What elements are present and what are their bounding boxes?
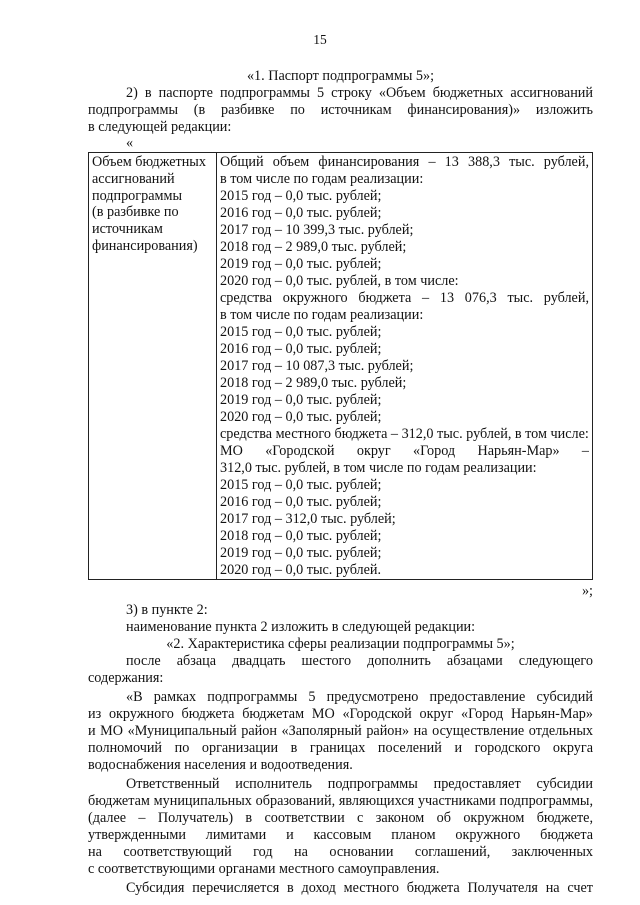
- heading-text: «1. Паспорт подпрограммы 5»;: [246, 68, 435, 84]
- financing-line: средства окружного бюджета – 13 076,3 тыс. рублей,: [220, 290, 589, 306]
- item-2-line: 2) в паспорте подпрограммы 5 строку «Объем бюджетных ассигнований: [126, 85, 593, 101]
- item-3-line: после абзаца двадцать шестого дополнить абзацами следующего: [126, 653, 593, 669]
- paragraph-line: на соответствующий год на основании соглашений, заключенных: [88, 844, 593, 860]
- financing-line: 2019 год – 0,0 тыс. рублей;: [220, 256, 382, 272]
- financing-line: 312,0 тыс. рублей, в том числе по годам реализации:: [220, 460, 537, 476]
- passport-heading-line: [88, 68, 593, 85]
- table-row: [89, 153, 593, 580]
- financing-line: 2015 год – 0,0 тыс. рублей;: [220, 477, 382, 493]
- financing-line: Общий объем финансирования – 13 388,3 тыс. рублей,: [220, 154, 589, 170]
- row-title-line: ассигнований: [92, 170, 175, 187]
- financing-line: МО «Городской округ «Город Нарьян-Мар» –: [220, 443, 589, 459]
- paragraph-line: полномочий по организации в границах поселений и городского округа: [88, 740, 593, 756]
- financing-cell: [217, 153, 593, 580]
- paragraph-line: с соответствующими органами местного самоуправления.: [88, 861, 440, 877]
- financing-line: 2020 год – 0,0 тыс. рублей, в том числе:: [220, 273, 459, 289]
- financing-line: 2017 год – 312,0 тыс. рублей;: [220, 511, 396, 527]
- row-title-line: (в разбивке по: [92, 204, 179, 221]
- item-3-line: 3) в пункте 2:: [126, 602, 208, 618]
- row-title-line: Объем бюджетных: [92, 154, 206, 170]
- financing-line: 2017 год – 10 399,3 тыс. рублей;: [220, 222, 414, 238]
- paragraph-line: (далее – Получатель) в соответствии с законом об окружном бюджете,: [88, 810, 593, 826]
- item-3-line: «2. Характеристика сферы реализации подпрограммы 5»;: [166, 636, 515, 652]
- close-quote-mark: »;: [581, 583, 593, 599]
- paragraph-line: «В рамках подпрограммы 5 предусмотрено предоставление субсидий: [126, 689, 593, 705]
- financing-line: 2016 год – 0,0 тыс. рублей;: [220, 341, 382, 357]
- financing-line: 2019 год – 0,0 тыс. рублей;: [220, 545, 382, 561]
- item-3-line: содержания:: [88, 670, 164, 686]
- paragraph-line: и МО «Муниципальный район «Заполярный район» на осуществление отдельных: [88, 723, 593, 739]
- row-title-line: финансирования): [92, 237, 198, 254]
- item-2-paragraph: [88, 85, 593, 136]
- financing-line: 2015 год – 0,0 тыс. рублей;: [220, 188, 382, 204]
- paragraph-executor: [88, 776, 593, 878]
- row-title-cell: [89, 153, 217, 580]
- paragraph-line: из окружного бюджета бюджетам МО «Городской округ «Город Нарьян-Мар»: [88, 706, 593, 722]
- financing-line: 2018 год – 0,0 тыс. рублей;: [220, 528, 382, 544]
- item-3-line: наименование пункта 2 изложить в следующей редакции:: [126, 619, 476, 635]
- financing-line: средства местного бюджета – 312,0 тыс. рублей, в том числе:: [220, 426, 589, 442]
- item-2-line: подпрограммы (в разбивке по источникам финансирования)» изложить: [88, 102, 593, 118]
- financing-line: в том числе по годам реализации:: [220, 307, 424, 323]
- opening-quote: [88, 135, 631, 152]
- paragraph-transfer: [88, 880, 593, 897]
- row-title-line: источникам: [92, 221, 163, 238]
- financing-line: 2016 год – 0,0 тыс. рублей;: [220, 494, 382, 510]
- financing-line: 2017 год – 10 087,3 тыс. рублей;: [220, 358, 414, 374]
- closing-quote: [88, 583, 593, 600]
- financing-line: 2018 год – 2 989,0 тыс. рублей;: [220, 239, 407, 255]
- page-number: 15: [313, 32, 327, 47]
- paragraph-line: бюджетам муниципальных образований, являющихся участниками подпрограммы,: [88, 793, 593, 809]
- item-3-block: [88, 602, 593, 687]
- paragraph-line: Ответственный исполнитель подпрограммы предоставляет субсидии: [126, 776, 593, 792]
- paragraph-line: водоснабжения населения и водоотведения.: [88, 757, 353, 773]
- row-title-line: подпрограммы: [92, 187, 182, 204]
- paragraph-line: Субсидия перечисляется в доход местного бюджета Получателя на счет: [126, 880, 593, 896]
- paragraph-line: утвержденными лимитами и кассовым планом окружного бюджета: [88, 827, 593, 843]
- item-2-line: в следующей редакции:: [88, 119, 232, 135]
- financing-line: 2020 год – 0,0 тыс. рублей;: [220, 409, 382, 425]
- financing-line: 2019 год – 0,0 тыс. рублей;: [220, 392, 382, 408]
- financing-line: 2016 год – 0,0 тыс. рублей;: [220, 205, 382, 221]
- financing-line: 2020 год – 0,0 тыс. рублей.: [220, 562, 382, 578]
- passport-table: [88, 152, 593, 580]
- financing-line: в том числе по годам реализации:: [220, 171, 424, 187]
- financing-line: 2015 год – 0,0 тыс. рублей;: [220, 324, 382, 340]
- paragraph-subsidies: [88, 689, 593, 774]
- financing-line: 2018 год – 2 989,0 тыс. рублей;: [220, 375, 407, 391]
- open-quote-mark: «: [126, 135, 134, 151]
